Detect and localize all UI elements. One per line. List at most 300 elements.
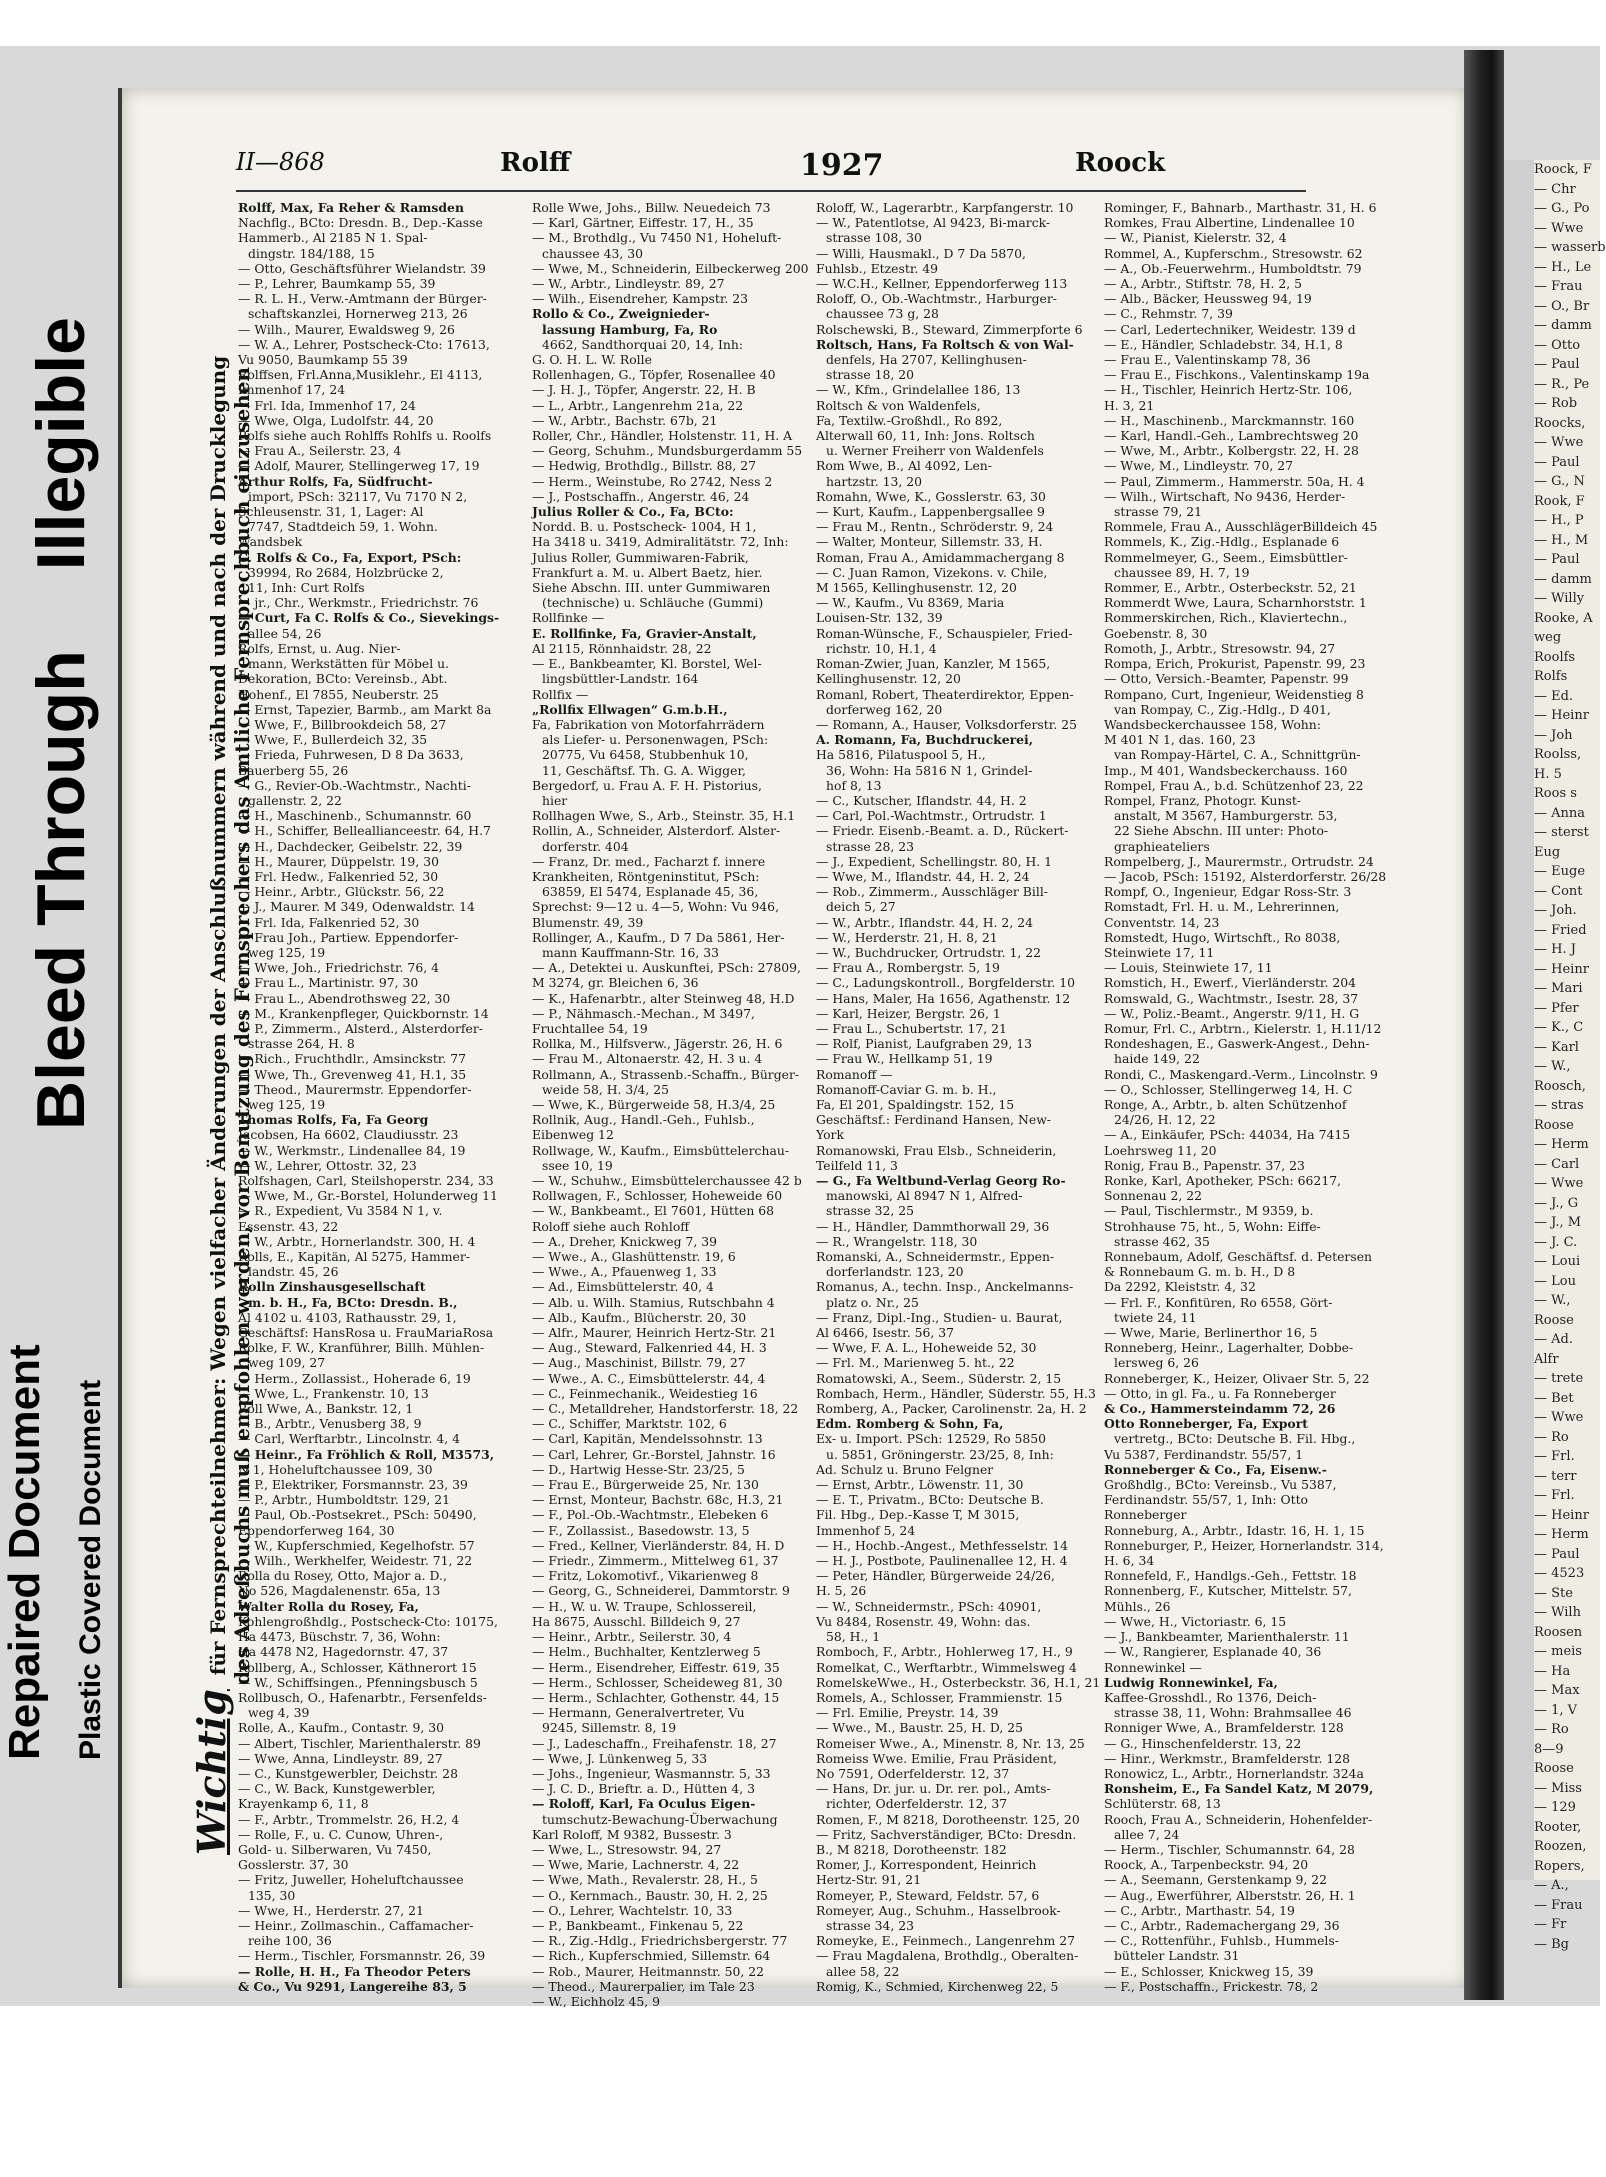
directory-entry: — C., Arbtr., Marthastr. 54, 19	[1104, 1902, 1295, 1918]
directory-entry: Romberg, A., Packer, Carolinenstr. 2a, H. 2	[816, 1401, 1087, 1417]
directory-entry: Otto Ronneberger, Fa, Export	[1104, 1416, 1308, 1432]
next-page-stub: Rooter,	[1534, 1819, 1582, 1835]
directory-entry: — W. A., Lehrer, Postscheck-Cto: 17613,	[238, 336, 490, 352]
directory-entry: — Frau W., Hellkamp 51, 19	[816, 1051, 993, 1067]
directory-entry: Rollnik, Aug., Handl.-Geh., Fuhlsb.,	[532, 1112, 755, 1128]
directory-entry: — Wwe, J. Lünkenweg 5, 33	[532, 1750, 708, 1766]
directory-entry: lassung Hamburg, Fa, Ro	[542, 321, 718, 337]
directory-entry: strasse 79, 21	[1114, 504, 1203, 520]
directory-entry: — P., Zimmerm., Alsterd., Alsterdorfer-	[238, 1020, 483, 1036]
directory-entry: Ronneberger	[1104, 1507, 1187, 1523]
directory-entry: — P., Nähmasch.-Mechan., M 3497,	[532, 1005, 755, 1021]
directory-entry: lersweg 6, 26	[1114, 1355, 1199, 1371]
directory-entry: — R. L. H., Verw.-Amtmann der Bürger-	[238, 291, 487, 307]
directory-entry: H. 5, 26	[816, 1583, 867, 1599]
directory-entry: weg 125, 19	[248, 1096, 326, 1112]
directory-entry: Rollwagen, F., Schlosser, Hoheweide 60	[532, 1188, 783, 1204]
header-year: 1927	[800, 148, 884, 183]
next-page-stub: Rooke, A	[1534, 610, 1593, 626]
directory-entry: No 526, Magdalenenstr. 65a, 13	[238, 1583, 441, 1599]
next-page-stub: — Wwe	[1534, 1176, 1584, 1191]
directory-entry: Rommel, A., Kupferschm., Stresowstr. 62	[1104, 245, 1363, 261]
directory-entry: — Herm., Schlosser, Scheideweg 81, 30	[532, 1674, 783, 1690]
directory-entry: — Wwe., A., Glashüttenstr. 19, 6	[532, 1249, 736, 1265]
directory-entry: Rollhagen Wwe, S., Arb., Steinstr. 35, H.1	[532, 808, 796, 824]
directory-entry: — E., Händler, Schladebstr. 34, H.1, 8	[1104, 336, 1343, 352]
directory-entry: — W., Arbtr., Iflandstr. 44, H. 2, 24	[816, 914, 1033, 930]
directory-entry: Geschäftsf: HansRosa u. FrauMariaRosa	[238, 1325, 494, 1341]
directory-entry: Romeiss Wwe. Emilie, Frau Präsident,	[816, 1750, 1057, 1766]
directory-entry: — Georg, G., Schneiderei, Dammtorstr. 9	[532, 1583, 790, 1599]
book-spine	[1464, 50, 1504, 2000]
directory-entry: Ronowicz, L., Arbtr., Hornerlandstr. 324a	[1104, 1765, 1364, 1781]
directory-entry: — W., Buchdrucker, Ortrudstr. 1, 22	[816, 944, 1041, 960]
next-page-stub: — Frau	[1534, 1897, 1583, 1913]
directory-entry: Romanski, A., Schneidermstr., Eppen-	[816, 1249, 1055, 1265]
directory-entry: Mühls., 26	[1104, 1598, 1171, 1614]
label-repaired-document: Repaired Document	[0, 1344, 49, 1760]
directory-entry: Fa, Fabrikation von Motorfahrrädern	[532, 716, 765, 732]
directory-entry: — Helm., Buchhalter, Kentzlerweg 5	[532, 1644, 761, 1660]
directory-entry: Nordd. B. u. Postscheck- 1004, H 1,	[532, 519, 757, 535]
directory-entry: Roller, Chr., Händler, Holstenstr. 11, H. A	[532, 428, 793, 444]
next-page-stub: — Rob	[1534, 396, 1578, 411]
directory-entry: — A., Arbtr., Stiftstr. 78, H. 2, 5	[1104, 276, 1302, 292]
directory-entry: — Carl, Ledertechniker, Weidestr. 139 d	[1104, 321, 1356, 337]
directory-entry: „Rollfix Ellwagen“ G.m.b.H.,	[532, 701, 728, 717]
directory-entry: Ha 4473, Büschstr. 7, 36, Wohn:	[238, 1629, 441, 1645]
next-page-stub: — Paul	[1534, 357, 1580, 372]
directory-entry: Kaffee-Grosshdl., Ro 1376, Deich-	[1104, 1689, 1317, 1705]
directory-entry: 63859, El 5474, Esplanade 45, 36,	[542, 884, 759, 900]
label-illegible-text: Illegible	[23, 317, 99, 571]
directory-entry: — P., Lehrer, Baumkamp 55, 39	[238, 276, 436, 292]
directory-entry: — Adolf, Maurer, Stellingerweg 17, 19	[238, 458, 480, 474]
directory-entry: — J. C. D., Brieftr. a. D., Hütten 4, 3	[532, 1781, 755, 1797]
directory-entry: — Wwe., A. C., Eimsbüttelerstr. 44, 4	[532, 1370, 766, 1386]
directory-entry: York	[816, 1127, 844, 1143]
directory-entry: Rolfs siehe auch Rohlffs Rohlfs u. Roolfs	[238, 428, 492, 444]
directory-entry: — W., Kupferschmied, Kegelhofstr. 57	[238, 1537, 475, 1553]
directory-entry: — H., Maschinenb., Schumannstr. 60	[238, 808, 472, 824]
directory-entry: — W., Rangierer, Esplanade 40, 36	[1104, 1644, 1322, 1660]
directory-entry: Roock, A., Tarpenbeckstr. 94, 20	[1104, 1857, 1309, 1873]
directory-entry: strasse 28, 23	[826, 838, 915, 854]
directory-entry: bütteler Landstr. 31	[1114, 1948, 1240, 1964]
directory-entry: — Fritz, Lokomotivf., Vikarienweg 8	[532, 1568, 759, 1584]
next-page-stub: — Frau	[1534, 279, 1583, 294]
directory-entry: G. O. H. L. W. Rolle	[532, 352, 652, 368]
directory-entry: — C., Metalldreher, Handstorferstr. 18, 22	[532, 1401, 799, 1417]
header-left-word: Rolff	[500, 148, 571, 178]
directory-entry: Roman, Frau A., Amidammachergang 8	[816, 549, 1065, 565]
directory-entry: Rommele, Frau A., AusschlägerBilldeich 45	[1104, 519, 1378, 535]
directory-entry: — Romann, A., Hauser, Volksdorferstr. 25	[816, 716, 1077, 732]
directory-entry: chaussee 89, H. 7, 19	[1114, 564, 1250, 580]
directory-entry: — P., Bankbeamt., Finkenau 5, 22	[532, 1917, 744, 1933]
directory-entry: Roltsch, Hans, Fa Roltsch & von Wal-	[816, 336, 1074, 352]
directory-entry: Eibenweg 12	[532, 1127, 614, 1143]
directory-entry: — jr., Chr., Werkmstr., Friedrichstr. 76	[238, 595, 479, 611]
directory-entry: Steinwiete 17, 11	[1104, 944, 1215, 960]
directory-entry: Imp., M 401, Wandsbeckerchauss. 160	[1104, 762, 1348, 778]
next-page-stub: — H. J	[1534, 942, 1576, 957]
directory-entry: lingsbüttler-Landstr. 164	[542, 671, 699, 687]
directory-entry: — Wwe, L., Frankenstr. 10, 13	[238, 1385, 429, 1401]
next-page-stub: Roosch,	[1534, 1078, 1586, 1094]
directory-entry: Walter Rolla du Rosey, Fa,	[238, 1598, 419, 1614]
directory-entry: — F., Arbtr., Trommelstr. 26, H.2, 4	[238, 1811, 460, 1827]
directory-entry: — Wwe, M., Iflandstr. 44, H. 2, 24	[816, 868, 1030, 884]
directory-entry: Ronniger Wwe, A., Bramfelderstr. 128	[1104, 1720, 1344, 1736]
directory-entry: Jacobsen, Ha 6602, Claudiusstr. 23	[238, 1127, 459, 1143]
directory-entry: Ronnewinkel —	[1104, 1659, 1202, 1675]
directory-entry: strasse 264, H. 8	[248, 1036, 355, 1052]
directory-entry: Ha 3418 u. 3419, Admiralitätstr. 72, Inh:	[532, 534, 789, 550]
directory-entry: Rollbusch, O., Hafenarbtr., Fersenfelds-	[238, 1689, 487, 1705]
directory-entry: — Rolle, F., u. C. Cunow, Uhren-,	[238, 1826, 444, 1842]
directory-entry: allee 54, 26	[248, 625, 322, 641]
directory-entry: dorferlandstr. 123, 20	[826, 1264, 964, 1280]
directory-entry: — Karl, Gärtner, Eiffestr. 17, H., 35	[532, 215, 754, 231]
directory-entry: Ludwig Ronnewinkel, Fa,	[1104, 1674, 1278, 1690]
directory-entry: — F., Zollassist., Basedowstr. 13, 5	[532, 1522, 750, 1538]
directory-entry: Rollmann, A., Strassenb.-Schaffn., Bürger-	[532, 1066, 800, 1082]
notice-line-1: für Fernsprechteilnehmer: Wegen vielfacher Änderungen der Anschlußnummern während und nach der Drucklegung	[206, 355, 230, 1676]
directory-entry: Al 6466, Isestr. 56, 37	[816, 1325, 955, 1341]
directory-entry: — H. J., Postbote, Paulinenallee 12, H. 4	[816, 1553, 1068, 1569]
directory-entry: Rolle Wwe, Johs., Billw. Neuedeich 73	[532, 200, 771, 215]
directory-entry: Romoth, J., Arbtr., Stresowstr. 94, 27	[1104, 640, 1336, 656]
directory-entry: — P., Elektriker, Forsmannstr. 23, 39	[238, 1477, 468, 1493]
directory-entry: Ad. Schulz u. Bruno Felgner	[816, 1461, 994, 1477]
directory-entry: chaussee 43, 30	[542, 245, 644, 261]
directory-entry: Romig, K., Schmied, Kirchenweg 22, 5	[816, 1978, 1059, 1994]
directory-entry: — C., Schiffer, Marktstr. 102, 6	[532, 1416, 727, 1432]
next-page-stub: Ropers,	[1534, 1858, 1585, 1874]
page-number: II—868	[236, 148, 325, 176]
directory-entry: als Liefer- u. Personenwagen, PSch:	[542, 732, 769, 748]
next-page-stub: — Max	[1534, 1683, 1580, 1698]
directory-entry: Rommels, K., Zig.-Hdlg., Esplanade 6	[1104, 534, 1340, 550]
directory-entry: Rolke, F. W., Kranführer, Billh. Mühlen-	[238, 1340, 485, 1356]
directory-entry: twiete 24, 11	[1114, 1309, 1197, 1325]
next-page-stub: — G., Po	[1534, 201, 1590, 216]
directory-entry: A. Romann, Fa, Buchdruckerei,	[816, 732, 1034, 748]
directory-entry: — Frau Magdalena, Brothdlg., Oberalten-	[816, 1948, 1079, 1964]
directory-entry: — Wwe, Marie, Berlinerthor 16, 5	[1104, 1325, 1318, 1341]
directory-entry: Rompa, Erich, Prokurist, Papenstr. 99, 23	[1104, 656, 1366, 672]
directory-entry: H. 3, 21	[1104, 397, 1155, 413]
directory-entry: Rollfix —	[532, 686, 589, 702]
directory-entry: — W., Schuhw., Eimsbüttelerchaussee 42 b	[532, 1173, 802, 1188]
directory-entry: — Fritz, Juweller, Hoheluftchaussee	[238, 1872, 464, 1888]
directory-entry: — Hermann, Generalvertreter, Vu	[532, 1705, 745, 1721]
directory-entry: richter, Oderfelderstr. 12, 37	[826, 1796, 1008, 1812]
directory-entry: — Wwe, F., Bullerdeich 32, 35	[238, 732, 428, 748]
directory-entry: Kohlengroßhdlg., Postscheck-Cto: 10175,	[238, 1613, 498, 1629]
directory-entry: — J., Bankbeamter, Marienthalerstr. 11	[1104, 1629, 1350, 1645]
directory-entry: Romswald, G., Wachtmstr., Isestr. 28, 37	[1104, 990, 1359, 1006]
directory-entry: Rommerskirchen, Rich., Klaviertechn.,	[1104, 610, 1348, 626]
directory-entry: — Frau E., Bürgerweide 25, Nr. 130	[532, 1477, 759, 1493]
directory-entry: Romahn, Wwe, K., Gosslerstr. 63, 30	[816, 488, 1046, 504]
directory-entry: Rominger, F., Bahnarb., Marthastr. 31, H. 6	[1104, 200, 1377, 215]
directory-entry: — Herm., Schlachter, Gothenstr. 44, 15	[532, 1689, 780, 1705]
next-page-stub: — Herm	[1534, 1137, 1589, 1152]
directory-entry: Romstadt, Frl. H. u. M., Lehrerinnen,	[1104, 899, 1340, 915]
directory-entry: — Frau E., Valentinskamp 78, 36	[1104, 352, 1311, 368]
directory-entry: — Heinr., Arbtr., Seilerstr. 30, 4	[532, 1629, 732, 1645]
label-bleed-through	[22, 317, 100, 1130]
next-page-stub: — Otto	[1534, 337, 1581, 353]
directory-entry: strasse 38, 11, Wohn: Brahmsallee 46	[1114, 1705, 1352, 1721]
directory-entry: E. Rollfinke, Fa, Gravier-Anstalt,	[532, 625, 757, 641]
directory-entry: — Frau A., Rombergstr. 5, 19	[816, 960, 1000, 976]
directory-entry: — L., Arbtr., Langenrehm 21a, 22	[532, 397, 744, 413]
directory-entry: — Heinr., Fa Fröhlich & Roll, M3573,	[238, 1446, 495, 1462]
directory-entry: — Jacob, PSch: 15192, Alsterdorferstr. 26/28	[1104, 868, 1387, 884]
next-page-stub: — Wwe	[1534, 220, 1584, 236]
directory-entry: — Rob., Zimmerm., Ausschläger Bill-	[816, 884, 1048, 900]
directory-entry: — J., Ladeschaffn., Freihafenstr. 18, 27	[532, 1735, 777, 1751]
directory-entry: — E., Schlosser, Knickweg 15, 39	[1104, 1963, 1314, 1979]
next-page-stub: — Joh.	[1534, 903, 1577, 918]
directory-entry: — Frau L., Schubertstr. 17, 21	[816, 1020, 1007, 1036]
next-page-stub: Roose	[1534, 1312, 1574, 1328]
directory-entry: Ronneberger, K., Heizer, Olivaer Str. 5, 22	[1104, 1370, 1370, 1386]
directory-entry: — W., Schiffsingen., Pfenningsbusch 5	[238, 1674, 478, 1690]
directory-entry: RomelskeWwe., H., Osterbeckstr. 36, H.1, 21	[816, 1674, 1101, 1690]
directory-entry: — C., Arbtr., Rademachergang 29, 36	[1104, 1917, 1340, 1933]
directory-entry: denfels, Ha 2707, Kellinghusen-	[826, 352, 1027, 368]
directory-entry: M 3274, gr. Bleichen 6, 36	[532, 975, 699, 991]
directory-entry: Fuhlsb., Etzestr. 49	[816, 260, 939, 276]
next-page-stub: — J., M	[1534, 1215, 1582, 1230]
next-page-stub: Roock, F	[1534, 162, 1592, 177]
directory-entry: — Louis, Steinwiete 17, 11	[1104, 960, 1273, 976]
next-page-stub: Roos s	[1534, 786, 1577, 801]
directory-entry: — Hans, Maler, Ha 1656, Agathenstr. 12	[816, 990, 1071, 1006]
next-page-stub: — 1, V	[1534, 1702, 1578, 1718]
directory-entry: strasse 32, 25	[826, 1203, 915, 1219]
directory-entry: Da 2292, Kleiststr. 4, 32	[1104, 1279, 1256, 1295]
directory-entry: hier	[542, 792, 568, 808]
next-page-stub: — Wwe	[1534, 435, 1584, 450]
next-page-stub: — 129	[1534, 1800, 1576, 1815]
directory-entry: — W., Eichholz 45, 9	[532, 1993, 661, 2009]
label-bleed-text: Bleed Through	[23, 650, 99, 1130]
directory-entry: Roll Wwe, A., Bankstr. 12, 1	[238, 1401, 414, 1417]
directory-entry: Ha 5816, Pilatuspool 5, H.,	[816, 747, 986, 763]
directory-entry: — Walter, Monteur, Sillemstr. 33, H.	[816, 534, 1043, 550]
directory-entry: (technische) u. Schläuche (Gummi)	[542, 595, 764, 611]
directory-entry: chaussee 73 g, 28	[826, 306, 939, 322]
directory-entry: 20775, Vu 6458, Stubbenhuk 10,	[542, 747, 749, 763]
directory-entry: Vu 5387, Ferdinandstr. 55/57, 1	[1104, 1446, 1304, 1462]
next-page-stub: — Bg	[1534, 1936, 1570, 1952]
directory-entry: — Wilh., Maurer, Ewaldsweg 9, 26	[238, 321, 455, 337]
directory-entry: B., M 8218, Dorotheenstr. 182	[816, 1841, 1007, 1857]
directory-entry: — W., Lehrer, Ottostr. 32, 23	[238, 1157, 417, 1173]
directory-entry: Fil. Hbg., Dep.-Kasse T, M 3015,	[816, 1507, 1020, 1523]
directory-entry: Kellinghusenstr. 12, 20	[816, 671, 961, 687]
directory-entry: N 1, Hoheluftchaussee 109, 30	[238, 1461, 433, 1477]
directory-entry: Rolln Zinshausgesellschaft	[238, 1279, 426, 1295]
directory-entry: platz o. Nr., 25	[826, 1294, 919, 1310]
directory-entry: — R., Zig.-Hdlg., Friedrichsbergerstr. 77	[532, 1933, 788, 1949]
directory-entry: — Wwe, M., Schneiderin, Eilbeckerweg 200	[532, 260, 809, 276]
directory-entry: Fruchtallee 54, 19	[532, 1020, 648, 1036]
next-page-stub: — Frl.	[1534, 1488, 1575, 1503]
directory-entry: — E., Bankbeamter, Kl. Borstel, Wel-	[532, 656, 762, 672]
directory-entry: Nachflg., BCto: Dresdn. B., Dep.-Kasse	[238, 215, 483, 231]
directory-entry: Romen, F., M 8218, Dorotheenstr. 125, 20	[816, 1811, 1080, 1827]
directory-entry: dorferstr. 404	[542, 838, 629, 854]
directory-entry: Romstich, H., Ewerf., Vierländerstr. 204	[1104, 975, 1357, 991]
directory-entry: m. b. H., Fa, BCto: Dresdn. B.,	[248, 1294, 458, 1310]
column-2	[532, 200, 809, 2009]
directory-entry: — Otto, Geschäftsführer Wielandstr. 39	[238, 260, 486, 276]
directory-entry: Rompelberg, J., Maurermstr., Ortrudstr. 24	[1104, 853, 1374, 869]
next-page-stub: — H., Le	[1534, 259, 1592, 275]
directory-entry: — Rolf, Pianist, Laufgraben 29, 13	[816, 1036, 1032, 1052]
directory-entry: — W., Werkmstr., Lindenallee 84, 19	[238, 1142, 466, 1158]
directory-entry: gallenstr. 2, 22	[248, 792, 342, 808]
directory-entry: — P., Arbtr., Humboldtstr. 129, 21	[238, 1492, 450, 1508]
directory-entry: — Herm., Tischler, Schumannstr. 64, 28	[1104, 1841, 1355, 1857]
next-page-stub: — O., Br	[1534, 298, 1590, 314]
directory-entry: — O., Schlosser, Stellingerweg 14, H. C	[1104, 1081, 1353, 1097]
directory-entry: — Frau E., Fischkons., Valentinskamp 19a	[1104, 367, 1370, 383]
directory-entry: Fa, Textilw.-Großhdl., Ro 892,	[816, 412, 1003, 428]
header-rule	[236, 190, 1306, 192]
directory-entry: — Franz, Dipl.-Ing., Studien- u. Baurat,	[816, 1309, 1063, 1325]
directory-entry: Großhdlg., BCto: Vereinsb., Vu 5387,	[1104, 1477, 1337, 1493]
directory-entry: Romanl, Robert, Theaterdirektor, Eppen-	[816, 686, 1074, 702]
directory-entry: 135, 30	[248, 1887, 296, 1903]
directory-entry: Ferdinandstr. 55/57, 1, Inh: Otto	[1104, 1492, 1309, 1508]
directory-entry: Essenstr. 43, 22	[238, 1218, 339, 1234]
directory-entry: No 7591, Oderfelderstr. 12, 37	[816, 1765, 1010, 1781]
directory-entry: — C., Rehmstr. 7, 39	[1104, 306, 1233, 322]
directory-entry: — Karl, Handl.-Geh., Lambrechtsweg 20	[1104, 428, 1359, 444]
directory-entry: — C. Juan Ramon, Vizekons. v. Chile,	[816, 564, 1048, 580]
directory-entry: — Alb., Kaufm., Blücherstr. 20, 30	[532, 1309, 747, 1325]
directory-entry: — Rolle, H. H., Fa Theodor Peters	[238, 1963, 471, 1979]
directory-entry: — K., Hafenarbtr., alter Steinweg 48, H.D	[532, 990, 795, 1006]
directory-entry: — Wwe, H., Herderstr. 27, 21	[238, 1902, 424, 1918]
directory-entry: Conventstr. 14, 23	[1104, 914, 1220, 930]
next-page-stub: — Herm	[1534, 1527, 1589, 1542]
next-page-stub: — damm	[1534, 571, 1592, 587]
directory-entry: Gold- u. Silberwaren, Vu 7450,	[238, 1841, 432, 1857]
directory-entry: Sprechst: 9—12 u. 4—5, Wohn: Vu 946,	[532, 899, 780, 915]
directory-entry: — Carl, Pol.-Wachtmstr., Ortrudstr. 1	[816, 808, 1047, 824]
directory-entry: Wandsbek	[238, 534, 303, 550]
directory-entry: — C., Kunstgewerbler, Deichstr. 28	[238, 1765, 458, 1781]
directory-entry: 36, Wohn: Ha 5816 N 1, Grindel-	[826, 762, 1033, 778]
directory-entry: — Wilh., Wirtschaft, No 9436, Herder-	[1104, 488, 1346, 504]
directory-entry: — A., Dreher, Knickweg 7, 39	[532, 1233, 718, 1249]
directory-entry: Sonnenau 2, 22	[1104, 1188, 1203, 1204]
directory-entry: Schlüterstr. 68, 13	[1104, 1796, 1221, 1812]
directory-entry: 58, H., 1	[826, 1629, 881, 1645]
directory-entry: deich 5, 27	[826, 899, 896, 915]
directory-entry: — Wilh., Eisendreher, Kampstr. 23	[532, 291, 749, 307]
directory-entry: 7747, Stadtdeich 59, 1. Wohn.	[248, 519, 438, 535]
next-page-stub: — J. C.	[1534, 1234, 1578, 1250]
next-page-stub: — Fried	[1534, 922, 1587, 938]
next-page-stub: — J., G	[1534, 1195, 1579, 1211]
directory-entry: M 1565, Kellinghusenstr. 12, 20	[816, 580, 1017, 596]
directory-entry: — Wwe., A., Pfauenweg 1, 33	[532, 1264, 717, 1280]
directory-entry: — A., Ob.-Feuerwehrm., Humboldtstr. 79	[1104, 260, 1362, 276]
directory-entry: — Friedr. Eisenb.-Beamt. a. D., Rückert-	[816, 823, 1069, 839]
directory-entry: Bauerberg 55, 26	[238, 762, 349, 778]
directory-entry: Hammerb., Al 2185 N 1. Spal-	[238, 230, 428, 246]
next-page-stub: — wasserb	[1534, 240, 1606, 255]
directory-entry: vertretg., BCto: Deutsche B. Fil. Hbg.,	[1114, 1431, 1356, 1447]
next-page-shadow	[1504, 160, 1534, 1880]
next-page-edge	[1504, 160, 1606, 1952]
next-page-stub: — Wwe	[1534, 1410, 1584, 1425]
directory-entry: — W., Bankbeamt., El 7601, Hütten 68	[532, 1203, 775, 1219]
directory-entry: Julius Roller, Gummiwaren-Fabrik,	[532, 549, 749, 565]
directory-entry: allee 7, 24	[1114, 1826, 1180, 1842]
column-1	[238, 200, 524, 1994]
directory-entry: — H., Dachdecker, Geibelstr. 22, 39	[238, 838, 463, 854]
directory-entry: — Frau Joh., Partiew. Eppendorfer-	[238, 929, 459, 945]
directory-entry: van Rompay-Härtel, C. A., Schnittgrün-	[1114, 747, 1361, 763]
next-page-stub: 8—9	[1534, 1741, 1564, 1757]
directory-entry: — Wwe, Math., Revalerstr. 28, H., 5	[532, 1872, 758, 1888]
directory-entry: dingstr. 184/188, 15	[248, 245, 375, 261]
directory-entry: — Aug., Ewerführer, Alberststr. 26, H. 1	[1104, 1887, 1356, 1903]
directory-entry: anstalt, M 3567, Hamburgerstr. 53,	[1114, 808, 1338, 824]
next-page-stub: Roocks,	[1534, 415, 1586, 431]
next-page-stub: — Paul	[1534, 1546, 1580, 1562]
directory-entry: — A., Seemann, Gerstenkamp 9, 22	[1104, 1872, 1328, 1888]
directory-entry: — Franz, Dr. med., Facharzt f. innere	[532, 853, 766, 869]
directory-entry: 9245, Sillemstr. 8, 19	[542, 1720, 677, 1736]
directory-entry: Ronneburger, P., Heizer, Hornerlandstr. 314,	[1104, 1537, 1384, 1553]
directory-entry: — H., W. u. W. Traupe, Schlossereil,	[532, 1598, 757, 1614]
directory-entry: — E. T., Privatm., BCto: Deutsche B.	[816, 1492, 1044, 1508]
next-page-stub: — Cont	[1534, 883, 1583, 899]
directory-entry: Romur, Frl. C., Arbtrn., Kielerstr. 1, H.11/12	[1104, 1020, 1382, 1036]
next-page-stub: — Bet	[1534, 1390, 1574, 1406]
directory-entry: — Wwe, M., Gr.-Borstel, Holunderweg 11	[238, 1188, 498, 1204]
directory-entry: Ronge, A., Arbtr., b. alten Schützenhof	[1104, 1096, 1347, 1112]
directory-entry: Romanowski, Frau Elsb., Schneiderin,	[816, 1142, 1057, 1158]
directory-entry: Siehe Abschn. III. unter Gummiwaren	[532, 580, 771, 596]
directory-entry: Ronig, Frau B., Papenstr. 37, 23	[1104, 1157, 1305, 1173]
next-page-stub: — Paul	[1534, 552, 1580, 567]
directory-entry: Ronnenberg, F., Kutscher, Mittelstr. 57,	[1104, 1583, 1352, 1599]
directory-entry: & Co., Hammersteindamm 72, 26	[1104, 1401, 1336, 1417]
directory-entry: graphieateliers	[1114, 838, 1210, 854]
column-4	[1104, 200, 1404, 1994]
directory-entry: Edm. Romberg & Sohn, Fa,	[816, 1416, 1004, 1432]
directory-entry: Eppendorferweg 164, 30	[238, 1522, 395, 1538]
notice-big-word: Wichtig	[189, 1689, 234, 1855]
directory-entry: Al 4102 u. 4103, Rathausstr. 29, 1,	[238, 1309, 457, 1325]
directory-entry: Ex- u. Import. PSch: 12529, Ro 5850	[816, 1431, 1047, 1447]
directory-entry: — J., Expedient, Schellingstr. 80, H. 1	[816, 853, 1053, 869]
next-page-stub: — Chr	[1534, 181, 1576, 197]
directory-entry: — R., Expedient, Vu 3584 N 1, v.	[238, 1203, 443, 1219]
